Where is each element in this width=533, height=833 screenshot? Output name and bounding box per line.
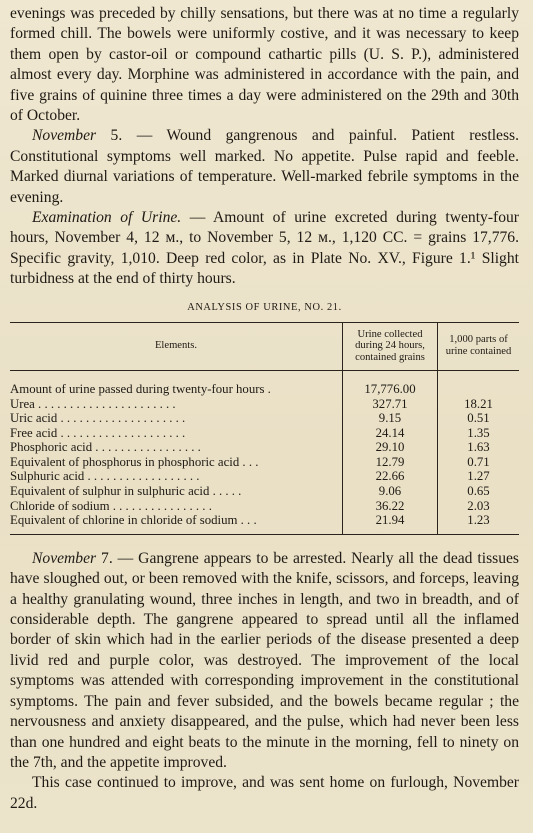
paragraph-text: 5. — Wound gangrenous and painful. Patient restless. Constitutional symptoms well marked. No appetite. Pulse rapid and feeble. Marked diurnal variations of temperature. Well-marked febrile symptoms in the evening. (10, 127, 519, 206)
row-label: Amount of urine passed during twenty-four hours . (10, 381, 271, 396)
row-label: Equivalent of chlorine in chloride of sodium . . . (10, 513, 257, 528)
table-title: ANALYSIS OF URINE, NO. 21. (187, 301, 342, 313)
table-row (10, 426, 519, 441)
table-row (10, 382, 519, 397)
paragraph-top: evenings was preceded by chilly sensations, but there was at no time a regularly formed chill. The bowels were uniformly costive, and it was necessary to keep them open by castor-oil or compound cathartic pills (U. S. P.), administered almost every day. Morphine was administered in accordance with the pain, and five grains of quinine three times a day were administered on the 29th and 30th of October. (10, 5, 519, 125)
row-per-1000: 2.03 (467, 498, 490, 513)
row-per-1000 (438, 382, 520, 397)
row-label: Sulphuric acid . . . . . . . . . . . . . . . . . . (10, 469, 200, 484)
row-label: Free acid . . . . . . . . . . . . . . . . . . . . (10, 425, 186, 440)
row-grains: 21.94 (343, 513, 438, 528)
row-grains: 9.06 (343, 484, 438, 499)
row-per-1000: 1.63 (467, 440, 490, 455)
header-col1: Urine collected during 24 hours, contained grains (343, 322, 438, 370)
row-grains: 327.71 (343, 397, 438, 412)
row-label: Equivalent of sulphur in sulphuric acid . . . . . (10, 484, 242, 499)
table-row (10, 499, 519, 514)
row-label: Urea . . . . . . . . . . . . . . . . . . . . . . (10, 396, 176, 411)
paragraph-november-5 (10, 126, 519, 208)
paragraph-text: — Amount of urine excreted during twenty-four hours, November 4, 12 м., to November 5, 12 м., 1,120 CC. = grains 17,776. Specific gravity, 1,010. Deep red color, as in Plate No. XV., Figure 1.¹ Slight turbidness at the end of thirty hours. (10, 209, 519, 288)
paragraph-november-7 (10, 549, 519, 773)
table-row (10, 513, 519, 528)
date-label: November (32, 127, 97, 145)
row-label: Equivalent of phosphorus in phosphoric acid . . . (10, 454, 259, 469)
row-grains: 9.15 (343, 411, 438, 426)
section-label: Examination of Urine. (32, 209, 182, 227)
table-row (10, 469, 519, 484)
row-grains: 12.79 (343, 455, 438, 470)
table-row (10, 455, 519, 470)
row-grains: 36.22 (343, 499, 438, 514)
paragraph-text: 7. — Gangrene appears to be arrested. Nearly all the dead tissues have sloughed out, or been removed with the knife, scissors, and forceps, leaving a healthy granulating wound, three inches in length, and two in breadth, and of considerable depth. The gangrene appeared to spread until all the inflamed border of skin which had in the earlier periods of the disease presented a deep livid red and purple color, was destroyed. The improvement of the local symptoms was attended with corresponding improvement in the constitutional symptoms. The pain and fever subsided, and the bowels became regular ; the nervousness and anxiety disappeared, and the pulse, which had never been less than one hundred and eight beats to the minute in the morning, fell to ninety on the 7th, and the appetite improved. (10, 549, 519, 771)
row-per-1000: 1.35 (467, 425, 490, 440)
row-per-1000: 0.71 (467, 454, 490, 469)
paragraph-urine-exam (10, 208, 519, 290)
row-per-1000: 1.23 (467, 513, 490, 528)
row-grains: 22.66 (343, 469, 438, 484)
table-row (10, 397, 519, 412)
table-row (10, 440, 519, 455)
row-grains: 29.10 (343, 440, 438, 455)
row-label: Chloride of sodium . . . . . . . . . . . . . . . . (10, 498, 212, 513)
table-row (10, 411, 519, 426)
date-label: November (32, 549, 97, 567)
row-per-1000: 18.21 (464, 396, 493, 411)
urine-analysis-table (10, 322, 519, 535)
row-label: Phosphoric acid . . . . . . . . . . . . . . . . . (10, 440, 201, 455)
row-grains: 24.14 (343, 426, 438, 441)
table-header-row (10, 322, 519, 370)
table-row (10, 484, 519, 499)
row-per-1000: 0.65 (467, 484, 490, 499)
header-elements: Elements. (154, 340, 198, 352)
row-per-1000: 0.51 (467, 411, 490, 426)
row-per-1000: 1.27 (467, 469, 490, 484)
paragraph-closing: This case continued to improve, and was sent home on furlough, November 22d. (10, 774, 519, 812)
row-grains: 17,776.00 (343, 382, 438, 397)
row-label: Uric acid . . . . . . . . . . . . . . . . . . . . (10, 411, 186, 426)
header-col2: 1,000 parts of urine contained (445, 334, 512, 357)
